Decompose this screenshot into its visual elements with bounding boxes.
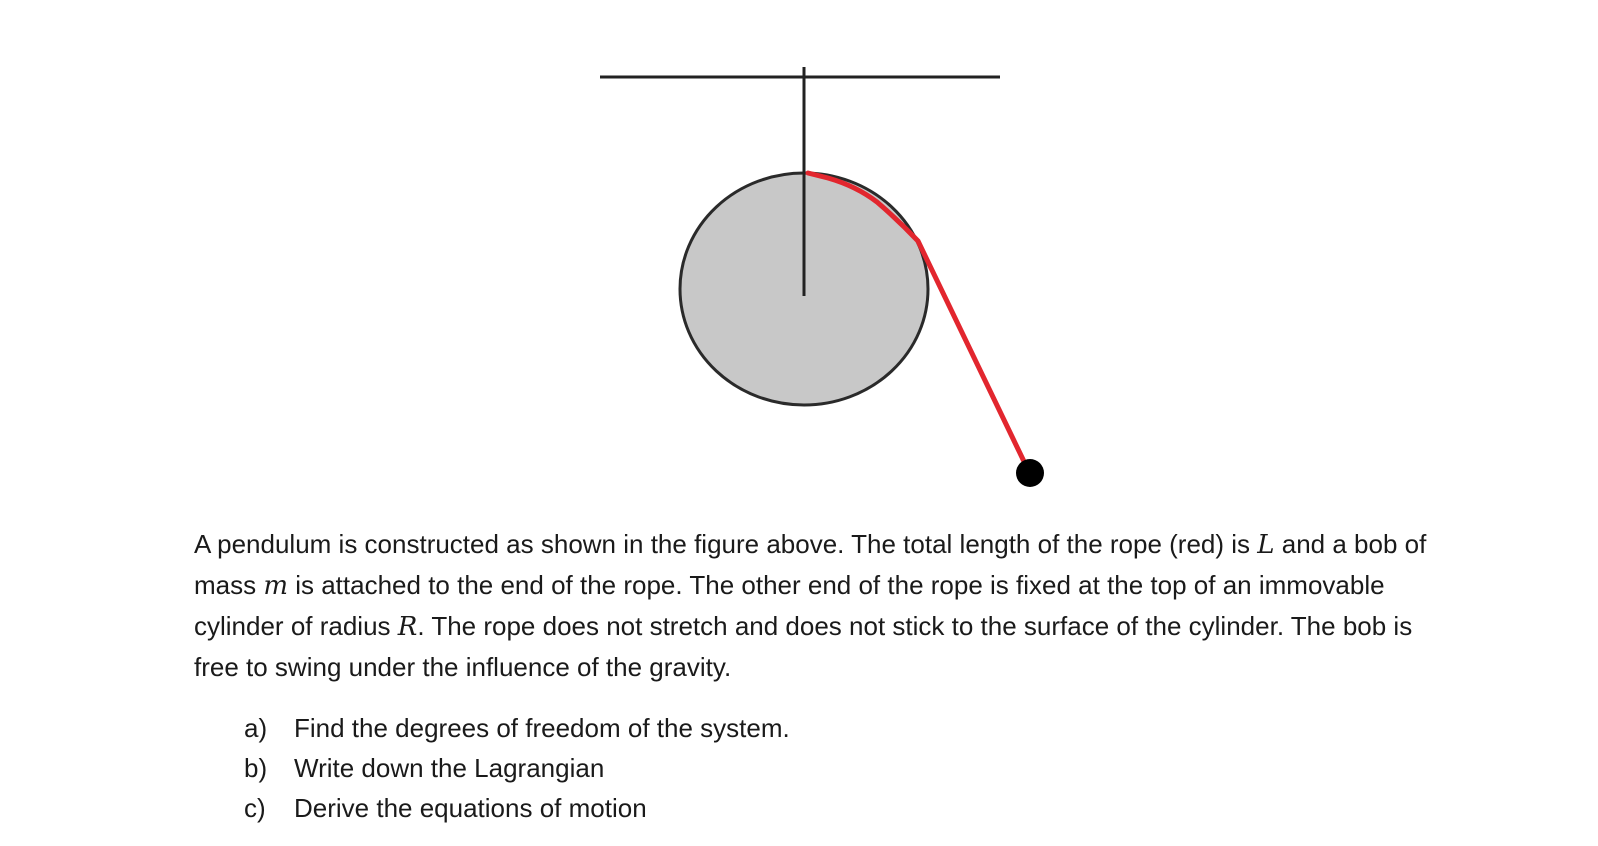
- variable-R: R: [397, 612, 418, 642]
- question-label: b): [244, 753, 268, 783]
- problem-text-3: is attached to the end of the rope. The other end of the rope is fixed at the top of an immovable cylinder of radius: [194, 570, 1385, 641]
- question-text: Find the degrees of freedom of the system.: [294, 713, 790, 743]
- problem-statement: [194, 524, 1464, 687]
- question-item-a: [244, 708, 790, 748]
- question-list: [244, 708, 790, 828]
- question-text: Derive the equations of motion: [294, 793, 647, 823]
- variable-L: L: [1257, 530, 1275, 560]
- question-item-c: [244, 788, 790, 828]
- problem-text-4: . The rope does not stretch and does not stick to the surface of the cylinder. The bob is free to swing under the influence of the gravity.: [194, 611, 1413, 682]
- problem-text-1: A pendulum is constructed as shown in the figure above. The total length of the rope (red) is: [194, 529, 1258, 559]
- problem-text-2: and a bob of mass: [194, 529, 1427, 600]
- variable-m: m: [263, 571, 288, 601]
- question-label: c): [244, 793, 266, 823]
- question-text: Write down the Lagrangian: [294, 753, 605, 783]
- question-label: a): [244, 713, 268, 743]
- bob: [1016, 459, 1044, 487]
- question-item-b: [244, 748, 790, 788]
